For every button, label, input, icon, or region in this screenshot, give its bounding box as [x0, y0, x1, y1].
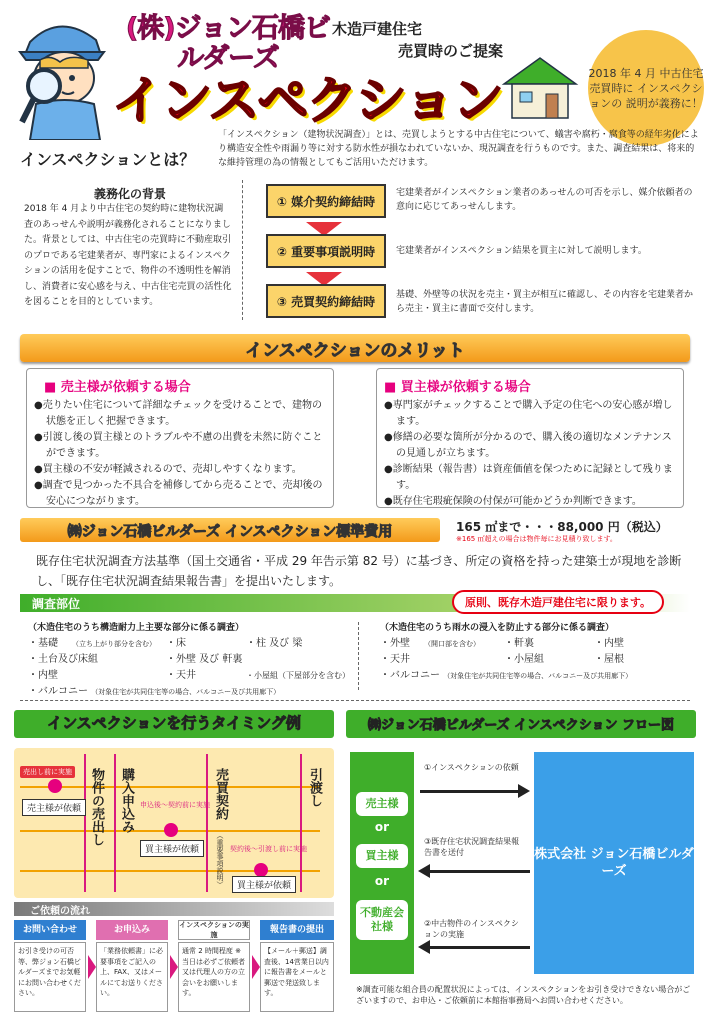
buyer-merit-head: ■ 買主様が依頼する場合 — [384, 380, 531, 395]
divider — [20, 700, 690, 701]
seller-merit-list — [34, 398, 330, 510]
mandatory-background-text: 2018 年 4 月より中古住宅の契約時に建物状況調査のあっせんや説明が義務化されることになりました。背景としては、中古住宅の売買時に不動産取引のプロである宅建業者が、専門家によるインスペクションの活用を促すことで、物件の不透明性を解消し、消費者に安心感を与え、中古住宅売買の活性化を図ることを目的としています。 — [24, 204, 232, 307]
timeline-divider — [206, 754, 208, 892]
survey-label: 調査部位 — [32, 597, 81, 611]
chevron-right-icon — [88, 955, 96, 979]
divider — [242, 180, 243, 320]
flow-arrow — [420, 790, 520, 793]
list-item: ●既存住宅瑕疵保険の付保が可能かどうか判断できます。 — [384, 496, 642, 507]
list-item: ●修繕の必要な箇所が分かるので、購入後の適切なメンテナンスの見通しが立ちます。 — [384, 432, 672, 459]
company-name: (株)ジョン石橋ビルダーズ — [125, 13, 331, 74]
survey-right-head: （木造住宅のうち雨水の浸入を防止する部分に係る調査） — [380, 623, 615, 633]
main-title: インスペクション — [112, 72, 502, 131]
request-step-head: インスペクションの実施 — [179, 921, 249, 939]
request-step-head: 報告書の提出 — [260, 920, 334, 940]
or-label: or — [374, 820, 390, 834]
flow-arrow-label: ①インスペクションの依頼 — [424, 763, 519, 772]
survey-right — [380, 620, 700, 684]
inspector-illustration — [10, 12, 114, 140]
survey-item: ・内壁 — [594, 638, 624, 649]
survey-item-note: （対象住宅が共同住宅等の場合、バルコニー及び共用廊下） — [91, 688, 281, 696]
survey-item: ・小屋組（下屋部分を含む） — [246, 671, 350, 680]
buyer-merit-list — [384, 398, 680, 510]
survey-item: ・柱 及び 梁 — [246, 638, 303, 649]
standard-fee-note: ※165 ㎡超えの場合は物件毎にお見積り致します。 — [456, 535, 617, 543]
step-3-desc: 基礎、外壁等の状況を売主・買主が相互に確認し、その内容を宅建業者から売主・買主に書面で交付します。 — [396, 290, 694, 314]
house-icon — [500, 54, 580, 120]
timing-tag: 売出し前に実施 — [20, 766, 75, 778]
survey-item-note: （開口部を含む） — [424, 640, 480, 648]
survey-left — [28, 620, 348, 700]
divider — [358, 622, 359, 690]
survey-left-grid — [28, 636, 348, 684]
what-is-inspection-title: インスペクションとは？ — [20, 150, 196, 169]
step-2-box: ② 重要事項説明時 — [266, 234, 386, 268]
flow-arrow-label: ②中古物件のインスペクションの実施 — [424, 919, 519, 939]
timing-dot — [48, 779, 62, 793]
list-item: ●買主様の不安が軽減されるので、売却しやすくなります。 — [34, 464, 302, 475]
timing-col-listing: 物件の売出し — [89, 768, 104, 846]
step-3-box: ③ 売買契約締結時 — [266, 284, 386, 318]
subtitle-wooden-house: 木造戸建住宅 — [332, 20, 423, 38]
standard-fee-price: 165 ㎡まで・・・88,000 円（税込） — [456, 520, 668, 534]
step-2-desc: 宅建業者がインスペクション結果を買主に対して説明します。 — [396, 246, 647, 256]
request-step-head: お申込み — [96, 920, 168, 940]
survey-item: ・土台及び床組 — [28, 654, 98, 665]
survey-item-note: （立ち上がり部分を含む） — [72, 640, 156, 648]
request-step-body: 【メール＋郵送】調査後、14営業日以内に報告書をメールと郵送で発送致します。 — [260, 942, 334, 1012]
survey-note-text: 原則、既存木造戸建住宅に限ります。 — [464, 596, 652, 609]
survey-item: ・外壁 — [380, 638, 410, 649]
survey-item: ・バルコニー — [28, 686, 88, 697]
flow-note: ※調査可能な組合員の配置状況によっては、インスペクションをお引き受けできない場合がございますので、お申込・ご依頼前に本館指事務局へお問い合わせください。 — [356, 985, 691, 1005]
request-flow-title: ご依頼の流れ — [30, 906, 90, 917]
list-item: ●調査で見つかった不具合を補修してから売ることで、売却後の安心につながります。 — [34, 480, 323, 507]
survey-item: ・屋根 — [594, 654, 624, 665]
survey-right-grid — [380, 636, 700, 668]
survey-item: ・床 — [166, 638, 186, 649]
list-item: ●診断結果（報告書）は資産価値を保つために記録として残ります。 — [384, 464, 673, 491]
flow-title: ㈱ジョン石橋ビルダーズ インスペクション フロー図 — [368, 718, 674, 733]
timing-col-contract: 売買契約 — [213, 768, 228, 820]
survey-item: ・内壁 — [28, 670, 58, 681]
client-realestate: 不動産会社様 — [356, 900, 408, 940]
client-seller: 売主様 — [356, 792, 408, 816]
standard-fee-text: 既存住宅状況調査方法基準（国土交通省・平成 29 年告示第 82 号）に基づき、所定の資格を持った建築士が現地を診断し、「既存住宅状況調査結果報告書」を提出いたします。 — [36, 554, 682, 588]
description-text: 「インスペクション（建物状況調査）」とは、売買しようとする中古住宅について、蟻害や腐朽・腐食等の経年劣化により構造安全性や雨漏り等に対する防水性が損なわれていないか、現況調査を行うものです。また、調査結果は、将来的な維持管理の為の情報としてもご活用いただけます。 — [218, 130, 699, 168]
timing-label: 買主様が依頼 — [232, 876, 296, 893]
list-item: ●引渡し後の買主様とのトラブルや不慮の出費を未然に防ぐことができます。 — [34, 432, 323, 459]
chevron-right-icon — [170, 955, 178, 979]
flow-arrow-label: ③既存住宅状況調査結果報告書を送付 — [424, 837, 520, 857]
survey-left-head: （木造住宅のうち構造耐力上主要な部分に係る調査） — [28, 623, 245, 633]
timing-tag: 契約後〜引渡し前に実施 — [230, 845, 307, 853]
timing-dot — [164, 823, 178, 837]
request-step-body: 通常 2 時間程度 ※当日は必ずご依頼者又は代理人の方の立会いをお願いします。 — [178, 942, 250, 1012]
list-item: ●売りたい住宅について詳細なチェックを受けることで、建物の状態を正しく把握できます。 — [34, 400, 323, 427]
request-step-body: 「業務依頼書」に必要事項をご記入の上、FAX、又はメールにてお送りください。 — [96, 942, 168, 1012]
request-step-head: お問い合わせ — [14, 920, 86, 940]
request-step-body: お引き受けの可否等、弊ジョン石橋ビルダーズまでお気軽にお問い合わせください。 — [14, 942, 86, 1012]
notice-circle-text: 2018 年 4 月 中古住宅売買時に インスペクションの 説明が義務に！ — [588, 66, 704, 110]
timing-label: 売主様が依頼 — [22, 799, 86, 816]
step-1-desc: 宅建業者がインスペクション業者のあっせんの可否を示し、媒介依頼者の意向に応じてあっせんします。 — [396, 188, 693, 212]
step-1-box: ① 媒介契約締結時 — [266, 184, 386, 218]
list-item: ●専門家がチェックすることで購入予定の住宅への安心感が増します。 — [384, 400, 673, 427]
timing-col-delivery: 引渡し — [307, 768, 322, 807]
timeline-divider — [114, 754, 116, 892]
or-label: or — [374, 874, 390, 888]
standard-fee-title: ㈱ジョン石橋ビルダーズ インスペクション標準費用 — [67, 524, 393, 540]
timeline-divider — [300, 754, 302, 892]
timing-label: 買主様が依頼 — [140, 840, 204, 857]
survey-item: ・バルコニー — [380, 670, 440, 681]
survey-item: ・天井 — [380, 654, 410, 665]
mandatory-background-title: 義務化の背景 — [93, 187, 166, 201]
timing-col-contract-note: （重要事項説明） — [216, 832, 224, 888]
survey-item: ・軒裏 — [504, 638, 534, 649]
flow-arrow — [428, 946, 530, 949]
survey-note-badge — [452, 590, 664, 614]
seller-merit-head: ■ 売主様が依頼する場合 — [44, 380, 191, 395]
timing-col-apply: 購入申込み — [119, 768, 134, 833]
survey-item: ・天井 — [166, 670, 196, 681]
merit-title: インスペクションのメリット — [245, 341, 465, 361]
company-box — [534, 752, 694, 974]
survey-item: ・小屋組 — [504, 654, 544, 665]
survey-item-note: （対象住宅が共同住宅等の場合、バルコニー及び共用廊下） — [443, 672, 633, 680]
timeline-divider — [84, 754, 86, 892]
inspector-character-icon — [10, 12, 114, 140]
survey-item: ・基礎 — [28, 638, 58, 649]
timeline — [20, 870, 320, 872]
timeline — [20, 786, 320, 788]
company-box-text: 株式会社 ジョン石橋ビルダーズ — [534, 847, 694, 879]
arrow-right-icon — [518, 784, 530, 798]
timing-dot — [254, 863, 268, 877]
flow-arrow — [428, 870, 530, 873]
client-buyer: 買主様 — [356, 844, 408, 868]
timing-title: インスペクションを行うタイミング例 — [47, 714, 301, 732]
chevron-right-icon — [252, 955, 260, 979]
timing-tag: 申込後〜契約前に実施 — [140, 801, 210, 809]
survey-item: ・外壁 及び 軒裏 — [166, 654, 243, 665]
subtitle-proposal: 売買時のご提案 — [398, 42, 504, 60]
